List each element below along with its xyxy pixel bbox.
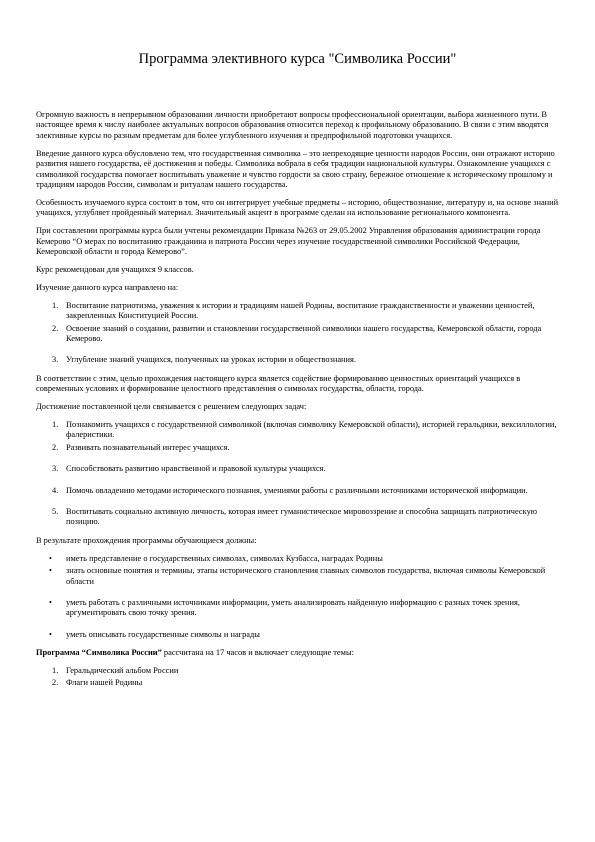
list-item [36,486,560,496]
list-item [36,630,560,640]
list-item-text: Познакомить учащихся с государственной символикой (включая символику Кемеровской области), историей геральдики, вексиллологии, фалеристики. [66,419,557,440]
list-number: 2. [52,442,59,452]
list-item-text: иметь представление о государственных символах, символах Кузбасса, наградах Родины [66,553,383,563]
list-item [36,678,560,688]
paragraph-order: При составлении программы курса были учтены рекомендации Приказа №263 от 29.05.2002 Управления образования администрации города Кемерово “О мерах по воспитанию гражданина и патриота России через изучение государственной символики Российской Федерации, Кемеровской области и города Кемерово”. [36,226,541,256]
list-item [36,324,560,345]
list-item-text: уметь описывать государственные символы и награды [66,629,260,639]
list-item [36,464,560,474]
list-item-text: уметь работать с различными источниками информации, уметь анализировать найденную информацию с разных точек зрения, аргументировать свою точку зрения. [66,597,520,618]
aims-list [36,301,560,366]
tasks-list [36,420,560,528]
list-item [36,355,560,365]
list-number: 2. [52,323,59,333]
paragraph-goal: В соответствии с этим, целью прохождения настоящего курса является содействие формированию ценностных ориентаций учащихся в современных условиях и формирование целостного представления о символах государства, области, города. [36,373,521,394]
list-item [36,598,560,619]
paragraph-tasks-intro: Достижение поставленной цели связывается с решением следующих задач: [36,402,307,412]
list-item-text: Флаги нашей Родины [66,678,143,688]
list-number: 5. [52,506,59,516]
document-body [36,110,560,697]
list-item [36,566,560,587]
paragraph-rationale: Введение данного курса обусловлено тем, что государственная символика – это непреходящие ценности народов России, они отражают историю развития нашего государства, её достижения и победы. Символика вобрала в себя традиции национальной культуры. Ознакомление учащихся с символикой государства помогает воспитывать уважение и чувство гордости за свою страну, бережное отношение к историческому прошлому и традициям народов России, символам и ритуалам нашего государства. [36,148,555,189]
bullet-icon: • [49,566,52,576]
list-item-text: Геральдический альбом России [66,666,179,676]
program-name: Программа “Символика России” [36,648,162,658]
list-item-text: Освоение знаний о создании, развитии и становлении государственной символики нашего государства, Кемеровской области, города Кемерово. [66,323,542,343]
list-number: 1. [52,300,59,310]
list-item-text: знать основные понятия и термины, этапы исторического становления главных символов государства, включая символы Кемеровской области [66,566,546,586]
list-number: 4. [52,485,59,495]
bullet-icon: • [49,553,52,563]
bullet-icon: • [49,597,52,607]
list-item [36,301,560,322]
list-number: 1. [52,419,59,429]
list-item [36,443,560,453]
topics-list [36,666,560,689]
results-list [36,554,560,640]
list-item-text: Помочь овладению методами исторического познания, умениями работы с различными источниками исторической информации. [66,485,528,495]
list-item [36,554,560,564]
list-item [36,507,560,528]
bullet-icon: • [49,629,52,639]
paragraph-intro: Огромную важность в непрерывном образовании личности приобретают вопросы профессиональной ориентации, выбора жизненного пути. В настоящее время к числу наиболее актуальных вопросов образования относится переход к профильному образованию. В связи с этим вводятся элективные курсы по разным предметам для более углубленного изучения и предпрофильной подготовки учащихся. [36,110,549,140]
paragraph-features: Особенность изучаемого курса состоит в том, что он интегрирует учебные предметы – историю, обществознание, литературу и, на основе знаний учащихся, углубляет пройденный материал. Значительный акцент в программе сделан на использование регионального компонента. [36,197,559,218]
document-title: Программа элективного курса "Символика России" [138,51,457,67]
list-item [36,666,560,676]
program-description: рассчитана на 17 часов и включает следующие темы: [161,648,354,658]
list-number: 3. [52,464,59,474]
list-number: 3. [52,355,59,365]
paragraph-results-intro: В результате прохождения программы обучающиеся должны: [36,535,257,545]
paragraph-audience: Курс рекомендован для учащихся 9 классов. [36,264,194,274]
list-number: 1. [52,666,59,676]
list-item-text: Воспитывать социально активную личность, которая имеет гуманистическое мировоззрение и способна защищать патриотическую позицию. [66,506,538,527]
list-number: 2. [52,678,59,688]
paragraph-aims-intro: Изучение данного курса направлено на: [36,282,179,292]
list-item-text: Способствовать развитию нравственной и правовой культуры учащихся. [66,464,326,474]
list-item-text: Развивать познавательный интерес учащихся. [66,442,230,452]
list-item-text: Воспитание патриотизма, уважения к истории и традициям нашей Родины, воспитание гражданственности и уважении ценностей, закрепленных Конституцией России. [66,300,535,321]
paragraph-program [36,648,560,658]
list-item-text: Углубление знаний учащихся, полученных на уроках истории и обществознания. [66,355,356,365]
list-item [36,420,560,441]
